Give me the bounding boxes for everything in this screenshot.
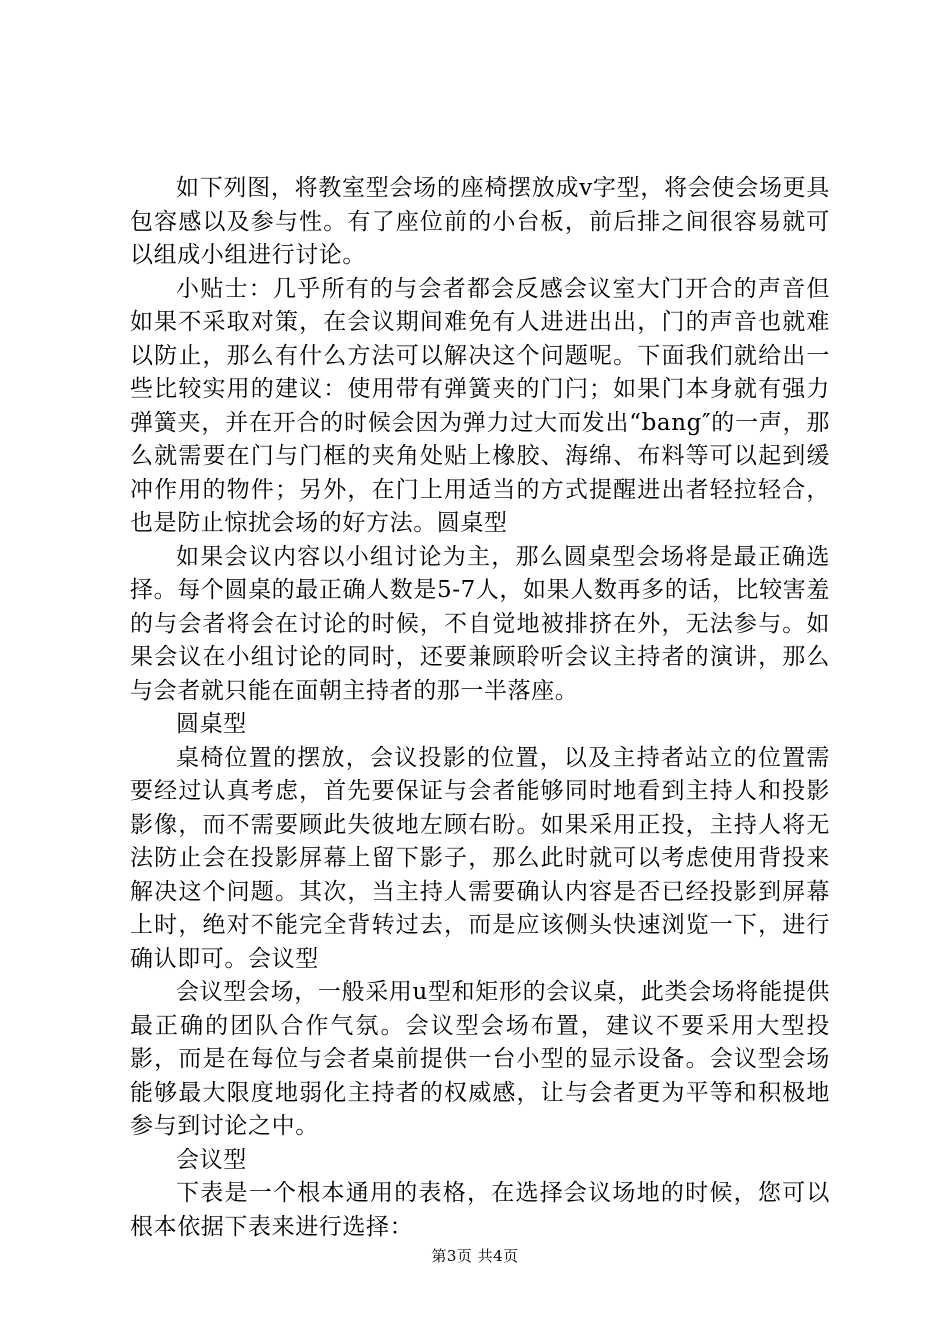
paragraph-round-table: 如果会议内容以小组讨论为主，那么圆桌型会场将是最正确选择。每个圆桌的最正确人数是5-7人，如果人数再多的话，比较害羞的与会者将会在讨论的时候，不自觉地被排挤在外，无法参与。如果会议在小组讨论的同时，还要兼顾聆听会议主持者的演讲，那么与会者就只能在面朝主持者的那一半落座。: [130, 543, 830, 704]
heading-conference-type: 会议型: [176, 1146, 247, 1173]
document-body: [130, 172, 830, 1244]
paragraph-conference-type: 会议型会场，一般采用u型和矩形的会议桌，此类会场将能提供最正确的团队合作气氛。会议型会场布置，建议不要采用大型投影，而是在每位与会者桌前提供一台小型的显示设备。会议型会场能够最大限度地弱化主持者的权威感，让与会者更为平等和积极地参与到讨论之中。: [130, 979, 830, 1139]
paragraph-projection-placement: 桌椅位置的摆放，会议投影的位置，以及主持者站立的位置需要经过认真考虑，首先要保证与会者能够同时地看到主持人和投影影像，而不需要顾此失彼地左顾右盼。如果采用正投，主持人将无法防止会在投影屏幕上留下影子，那么此时就可以考虑使用背投来解决这个问题。其次，当主持人需要确认内容是否已经投影到屏幕上时，绝对不能完全背转过去，而是应该侧头快速浏览一下，进行确认即可。会议型: [130, 744, 830, 972]
paragraph-door-noise-tip: 小贴士：几乎所有的与会者都会反感会议室大门开合的声音但如果不采取对策，在会议期间难免有人进进出出，门的声音也就难以防止，那么有什么方法可以解决这个问题呢。下面我们就给出一些比较实用的建议：使用带有弹簧夹的门闩；如果门本身就有强力弹簧夹，并在开合的时候会因为弹力过大而发出“bang″的一声，那么就需要在门与门框的夹角处贴上橡胶、海绵、布料等可以起到缓冲作用的物件；另外，在门上用适当的方式提醒进出者轻拉轻合，也是防止惊扰会场的好方法。圆桌型: [130, 275, 830, 536]
paragraph-table-intro: 下表是一个根本通用的表格，在选择会议场地的时候，您可以根本依据下表来进行选择：: [130, 1180, 830, 1240]
heading-round-table: 圆桌型: [176, 711, 247, 737]
paragraph-v-shape-seating: 如下列图，将教室型会场的座椅摆放成v字型，将会使会场更具包容感以及参与性。有了座位前的小台板，前后排之间很容易就可以组成小组进行讨论。: [130, 175, 830, 268]
page-number-footer: 第3页 共4页: [431, 1247, 519, 1265]
